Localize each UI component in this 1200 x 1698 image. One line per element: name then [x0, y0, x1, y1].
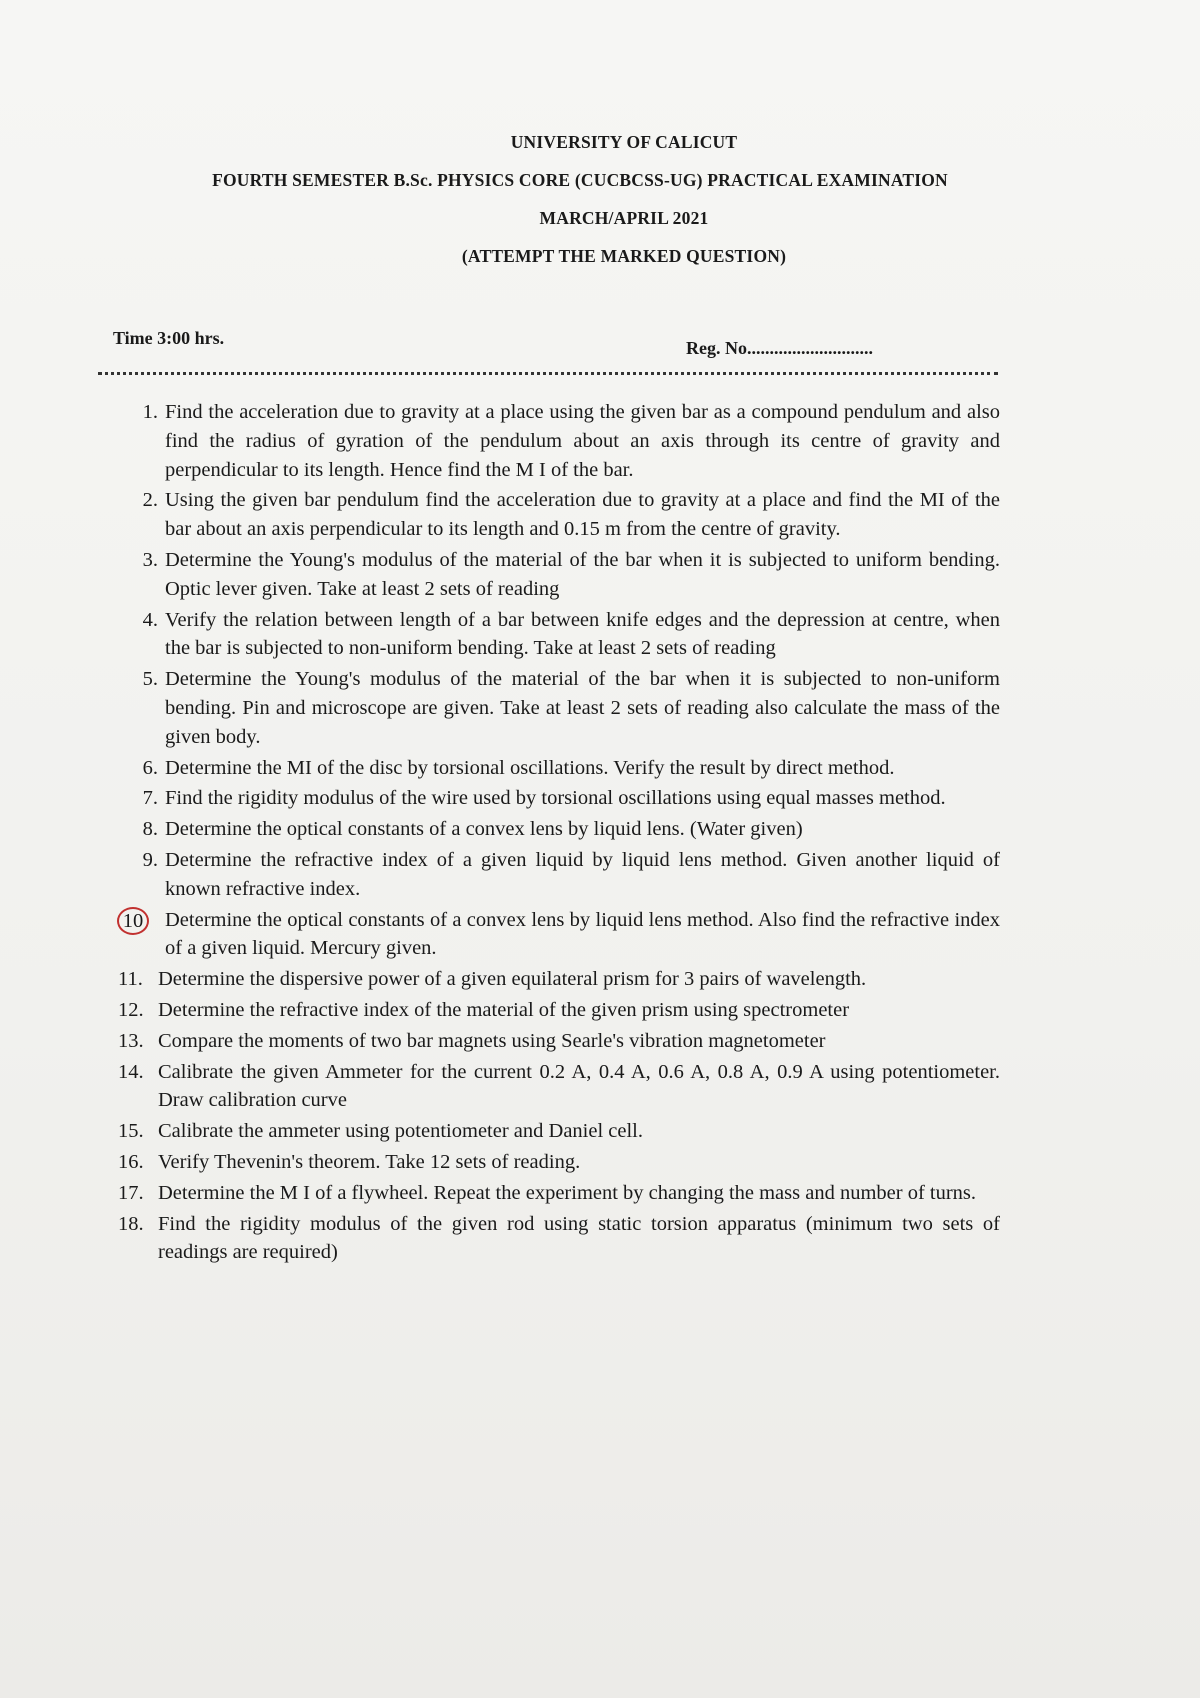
- question-number: 2.: [142, 489, 158, 512]
- question-text: Calibrate the ammeter using potentiometer and Daniel cell.: [158, 1120, 643, 1143]
- question-number: 6.: [142, 756, 158, 779]
- question-number: 11.: [118, 968, 143, 991]
- exam-instruction: (ATTEMPT THE MARKED QUESTION): [461, 246, 787, 266]
- university-name: UNIVERSITY OF CALICUT: [510, 132, 738, 152]
- question-item: [120, 784, 1000, 813]
- question-item: [120, 965, 1000, 994]
- question-item: [120, 606, 1000, 664]
- exam-title: FOURTH SEMESTER B.Sc. PHYSICS CORE (CUCBCSS-UG) PRACTICAL EXAMINATION: [212, 170, 948, 190]
- question-text: Determine the dispersive power of a given equilateral prism for 3 pairs of wavelength.: [158, 968, 867, 991]
- question-item: [120, 996, 1000, 1025]
- marked-question-circle: 10: [117, 907, 149, 935]
- question-number: 7.: [142, 787, 158, 810]
- question-text: Determine the optical constants of a convex lens by liquid lens method. Also find the refractive index of a given liquid. Mercury given.: [165, 908, 1000, 960]
- question-text: Compare the moments of two bar magnets using Searle's vibration magnetometer: [158, 1029, 826, 1052]
- question-number: 8.: [142, 818, 158, 841]
- question-item: [120, 665, 1000, 751]
- question-number: 17.: [118, 1181, 144, 1204]
- question-text: Determine the MI of the disc by torsional oscillations. Verify the result by direct method.: [165, 756, 895, 779]
- dotted-divider: [98, 372, 998, 375]
- question-item: [120, 1210, 1000, 1268]
- reg-no-field: Reg. No............................: [686, 338, 873, 358]
- exam-duration: Time 3:00 hrs.: [113, 328, 225, 348]
- question-text: Determine the optical constants of a convex lens by liquid lens. (Water given): [165, 818, 803, 841]
- question-number: 15.: [118, 1120, 144, 1143]
- question-number: 3.: [142, 548, 158, 571]
- question-number: 14.: [118, 1060, 144, 1083]
- question-number: 5.: [142, 668, 158, 691]
- question-item: [120, 754, 1000, 783]
- question-text: Calibrate the given Ammeter for the current 0.2 A, 0.4 A, 0.6 A, 0.8 A, 0.9 A using potentiometer. Draw calibration curve: [158, 1060, 1000, 1112]
- question-item: [120, 546, 1000, 604]
- question-text: Find the acceleration due to gravity at a place using the given bar as a compound pendulum and also find the radius of gyration of the pendulum about an axis through its centre of gravity and perpendicular to its length. Hence find the M I of the bar.: [165, 401, 1000, 481]
- question-item: [120, 815, 1000, 844]
- question-item: [120, 846, 1000, 904]
- question-item: [120, 486, 1000, 544]
- question-number: 1.: [142, 401, 158, 423]
- question-text: Determine the refractive index of the material of the given prism using spectrometer: [158, 998, 850, 1021]
- question-item: [120, 1148, 1000, 1177]
- question-number: 9.: [142, 848, 158, 871]
- question-list: [120, 398, 1000, 1269]
- question-text: Using the given bar pendulum find the acceleration due to gravity at a place and find the MI of the bar about an axis perpendicular to its length and 0.15 m from the centre of gravity.: [165, 489, 1000, 541]
- question-text: Find the rigidity modulus of the wire used by torsional oscillations using equal masses method.: [165, 787, 946, 810]
- question-text: Determine the Young's modulus of the material of the bar when it is subjected to non-uniform bending. Pin and microscope are given. Take at least 2 sets of reading also calculate the mass of the given body.: [165, 668, 1000, 748]
- question-text: Determine the M I of a flywheel. Repeat the experiment by changing the mass and number of turns.: [158, 1181, 977, 1204]
- question-number: 16.: [118, 1150, 144, 1173]
- question-item: [120, 398, 1000, 484]
- question-text: Determine the Young's modulus of the material of the bar when it is subjected to uniform bending. Optic lever given. Take at least 2 sets of reading: [165, 548, 1000, 600]
- question-number: 4.: [142, 608, 158, 631]
- question-number: 12.: [118, 998, 144, 1021]
- question-number: 18.: [118, 1212, 144, 1235]
- exam-header: [0, 132, 1200, 284]
- exam-session: MARCH/APRIL 2021: [539, 208, 709, 228]
- question-item: [120, 1117, 1000, 1146]
- question-text: Determine the refractive index of a given liquid by liquid lens method. Given another liquid of known refractive index.: [165, 848, 1000, 900]
- question-text: Verify Thevenin's theorem. Take 12 sets of reading.: [158, 1150, 581, 1173]
- question-number: 13.: [118, 1029, 144, 1052]
- question-item: [120, 1179, 1000, 1208]
- question-text: Verify the relation between length of a bar between knife edges and the depression at centre, when the bar is subjected to non-uniform bending. Take at least 2 sets of reading: [165, 608, 1000, 660]
- question-item: [120, 1058, 1000, 1116]
- question-text: Find the rigidity modulus of the given rod using static torsion apparatus (minimum two sets of readings are required): [158, 1212, 1000, 1264]
- question-item-marked: [120, 906, 1000, 964]
- question-item: [120, 1027, 1000, 1056]
